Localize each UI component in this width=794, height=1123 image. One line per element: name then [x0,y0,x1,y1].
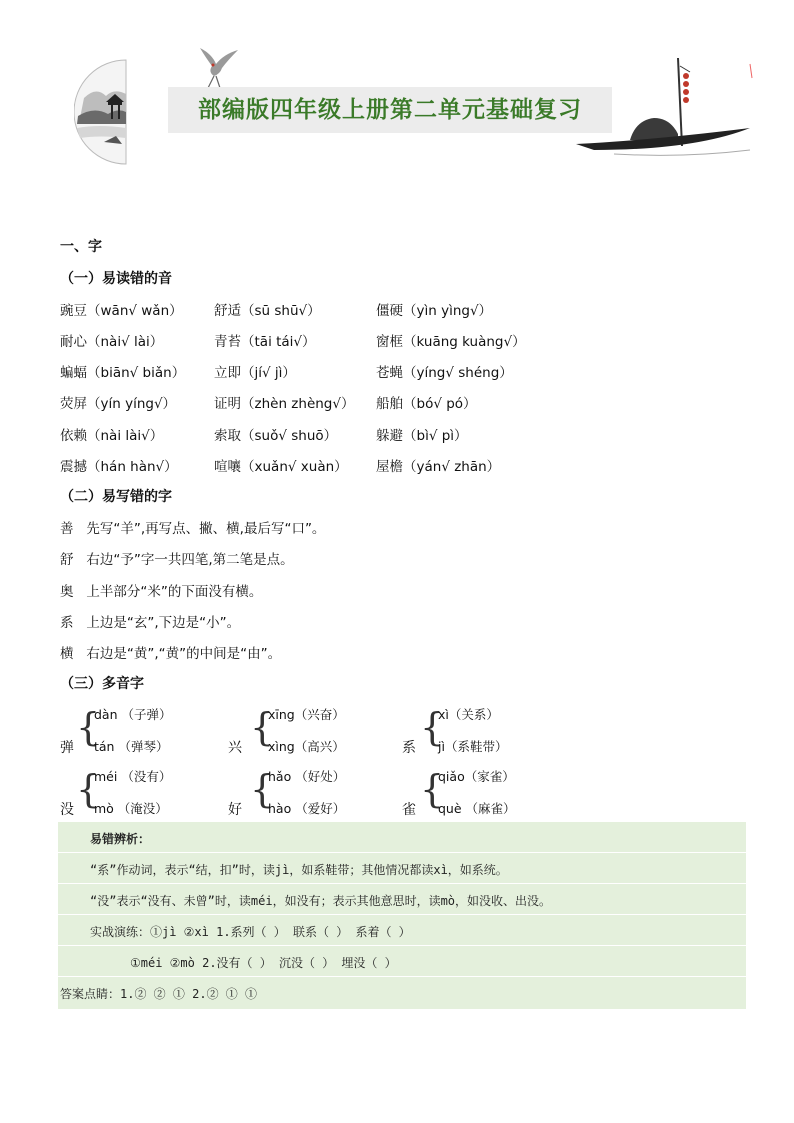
writing-char: 善 [60,521,74,537]
error-analysis-box [58,822,746,1009]
answer-line: 答案点睛：1.② ② ① 2.② ① ① [60,987,258,1001]
writing-text: 先写“羊”,再写点、撇、横,最后写“口”。 [86,521,326,537]
reading-item: 船舶（bó√ pó） [376,396,477,412]
poly-reading-bottom: hào （爱好） [268,801,346,816]
poly-char: 弹 [60,740,74,756]
boat-lantern-illustration [574,54,754,164]
reading-item: 豌豆（wān√ wǎn） [60,303,183,319]
writing-char: 系 [60,615,74,631]
poly-reading-bottom: mò （淹没） [94,801,168,816]
poly-reading-top: qiǎo（家雀） [438,769,515,784]
subsection-heading-polyphonic: （三）多音字 [60,676,144,692]
writing-item [60,517,325,537]
reading-item: 躲避（bì√ pì） [376,428,468,444]
poly-reading-bottom: xìng（高兴） [268,739,345,754]
reading-item: 耐心（nài√ lài） [60,334,164,350]
writing-char: 横 [60,646,74,662]
divider [58,945,746,946]
reading-item: 窗框（kuāng kuàng√） [376,334,526,350]
poly-reading-top: méi （没有） [94,769,172,784]
reading-item: 震撼（hán hàn√） [60,459,178,475]
page-title: 部编版四年级上册第二单元基础复习 [198,97,582,123]
landscape-pavilion-illustration [74,58,130,168]
reading-item: 证明（zhèn zhèng√） [214,396,355,412]
writing-text: 上边是“玄”,下边是“小”。 [86,615,241,631]
brace-icon: { [250,705,275,749]
brace-icon: { [76,705,101,749]
crane-bird-illustration [194,44,242,90]
writing-item [60,580,262,600]
reading-item: 索取（suǒ√ shuō） [214,428,338,444]
poly-reading-top: hǎo （好处） [268,769,346,784]
writing-text: 上半部分“米”的下面没有横。 [86,584,263,600]
divider [58,914,746,915]
writing-item [60,548,294,568]
brace-icon: { [420,705,445,749]
reading-item: 荧屏（yín yíng√） [60,396,177,412]
poly-reading-top: xì（关系） [438,707,499,722]
brace-icon: { [76,767,101,811]
poly-reading-bottom: jì（系鞋带） [438,739,508,754]
poly-reading-bottom: què （麻雀） [438,801,516,816]
reading-item: 屋檐（yán√ zhān） [376,459,501,475]
reading-item: 立即（jí√ jì） [214,365,296,381]
poly-reading-top: xīng（兴奋） [268,707,345,722]
reading-item: 僵硬（yìn yìng√） [376,303,493,319]
reading-item: 蝙蝠（biān√ biǎn） [60,365,186,381]
subsection-heading-misread: （一）易读错的音 [60,271,172,287]
writing-item [60,611,240,631]
reading-item: 青苔（tāi tái√） [214,334,316,350]
note-title: 易错辨析： [90,832,151,846]
subsection-heading-miswritten: （二）易写错的字 [60,489,172,505]
note-line: “没”表示“没有、未曾”时，读méi，如没有；表示其他意思时，读mò，如没收、出没。 [90,894,552,908]
poly-char: 没 [60,802,74,818]
poly-char: 雀 [402,802,416,818]
reading-item: 苍蝇（yíng√ shéng） [376,365,513,381]
reading-item: 喧嚷（xuǎn√ xuàn） [214,459,348,475]
divider [58,883,746,884]
writing-item [60,642,281,662]
poly-reading-bottom: tán （弹琴） [94,739,169,754]
divider [58,852,746,853]
poly-char: 好 [228,802,242,818]
note-line: 实战演练：①jì ②xì 1.系列（ ） 联系（ ） 系着（ ） [90,925,411,939]
poly-char: 兴 [228,740,242,756]
poly-reading-top: dàn （子弹） [94,707,172,722]
brace-icon: { [420,767,445,811]
writing-char: 舒 [60,552,74,568]
divider [58,976,746,977]
writing-text: 右边是“黄”,“黄”的中间是“由”。 [86,646,282,662]
note-line: “系”作动词，表示“结，扣”时，读jì，如系鞋带；其他情况都读xì，如系统。 [90,863,508,877]
poly-char: 系 [402,740,416,756]
reading-item: 依赖（nài lài√） [60,428,164,444]
note-line: ①méi ②mò 2.没有（ ） 沉没（ ） 埋没（ ） [130,956,397,970]
brace-icon: { [250,767,275,811]
writing-text: 右边“予”字一共四笔,第二笔是点。 [86,552,294,568]
writing-char: 奥 [60,584,74,600]
section-heading-characters: 一、字 [60,239,102,255]
reading-item: 舒适（sū shū√） [214,303,321,319]
